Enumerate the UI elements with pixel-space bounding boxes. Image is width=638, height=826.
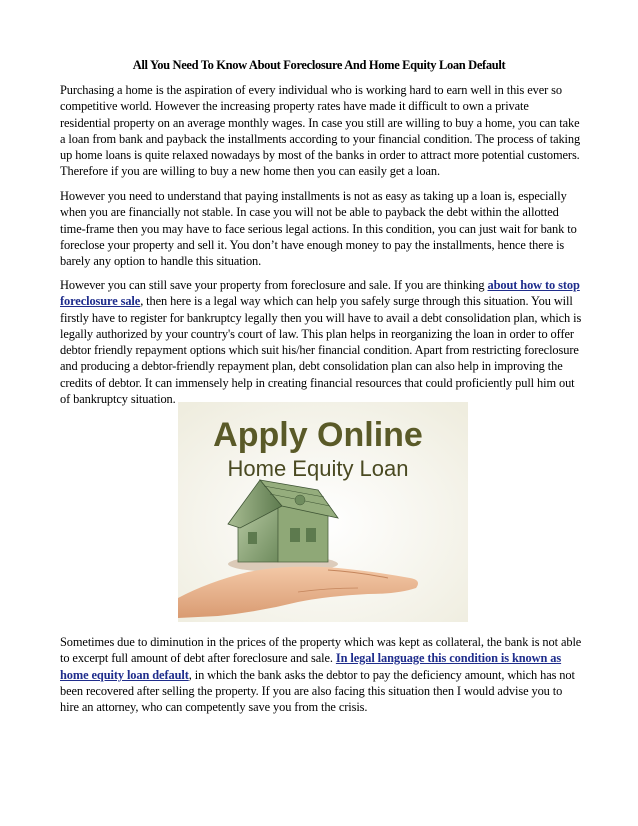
home-equity-loan-default-link[interactable]: In legal language this condition is known as home equity loan default	[60, 651, 562, 682]
paragraph-4-text-end: , in which the bank asks the debtor to pay the deficiency amount, which has not been recovered after selling the property. If you are also facing this situation then I would advise you to hire an attorney, who can competently save you from the crisis.	[60, 667, 575, 715]
paragraph-2: However you need to understand that paying installments is not as easy as taking up a loan is, especially when you are financially not stable. In case you will not be able to payback the debt within the allotted time-frame then you may have to face serious legal actions. In this condition, you can just wait for bank to foreclose your property and sell it. You don’t have enough money to pay the installments, hence there is barely any option to handle this situation.	[60, 189, 577, 269]
paragraph-3-text-start: However you can still save your property from foreclosure and sale. If you are thinking	[60, 278, 488, 292]
paragraph-4-text-start: Sometimes due to diminution in the prices of the property which was kept as collateral, the bank is not able to excerpt full amount of debt after foreclosure and sale.	[60, 635, 582, 666]
paragraph-3-text-end: , then here is a legal way which can help you safely surge through this situation. You will firstly have to register for bankruptcy legally then you will have to avail a debt consolidation plan, which is legally authorized by your country's court of law. This plan helps in reorganizing the loan in order to offer debtor friendly repayment options which suit his/her financial condition. Apart from restricting foreclosure and producing a debtor-friendly repayment plan, debt consolidation plan can also help in improving the credits of debtor. It can immensely help in creating financial resources that could proficiently pull him out of bankruptcy situation.	[60, 294, 582, 407]
ad-subline: Home Equity Loan	[227, 456, 409, 481]
ad-headline: Apply Online	[213, 416, 423, 454]
paragraph-4	[60, 634, 582, 715]
paragraph-3	[60, 277, 582, 407]
paragraph-1: Purchasing a home is the aspiration of every individual who is working hard to earn well in this ever so competitive world. However the increasing property rates have made it difficult to own a private residential property on an average monthly wages. In case you still are willing to buy a home, you can take a loan from bank and payback the installments according to your financial condition. The process of taking up home loans is quite relaxed nowadays by most of the banks in order to attract more potential customers. Therefore if you are willing to buy a new home then you can easily get a loan.	[60, 83, 581, 179]
apply-online-ad-image	[178, 402, 468, 622]
document-title: All You Need To Know About Foreclosure And Home Equity Loan Default	[132, 58, 506, 72]
stop-foreclosure-link[interactable]: about how to stop foreclosure sale	[60, 278, 580, 309]
